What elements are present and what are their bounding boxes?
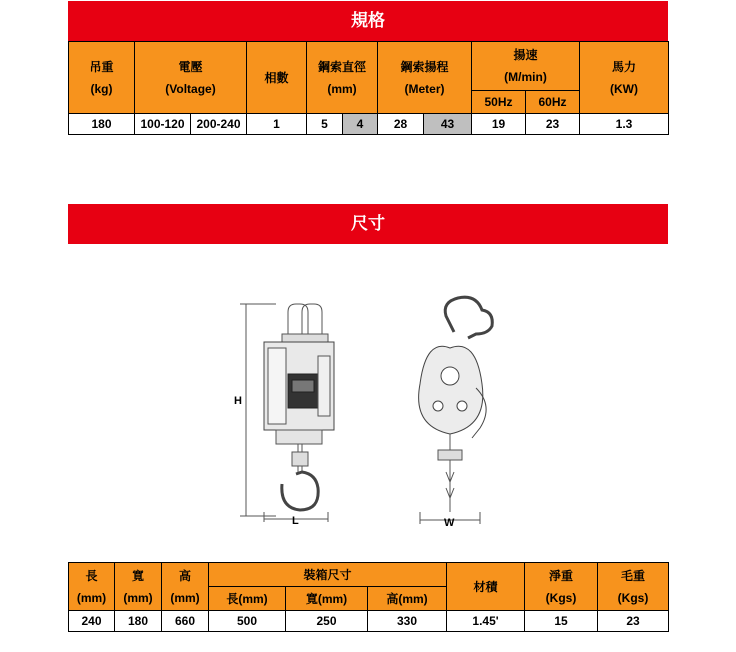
header-load [69,42,135,114]
packing-table [68,562,669,632]
header-phase-label: 相數 [264,70,289,85]
header-load-unit: (kg) [90,81,113,96]
header-phase [247,42,307,114]
header-box-length: 長(mm) [209,587,286,611]
hoist-drawing-svg [176,276,544,540]
header-net-weight [525,563,598,611]
header-speed-label: 揚速 [513,48,538,62]
cell-load: 180 [69,114,135,135]
cell-power: 1.3 [580,114,669,135]
cell-voltage-a: 100-120 [135,114,191,135]
header-width [115,563,162,611]
cell-width: 180 [115,611,162,632]
header-gross-weight [598,563,669,611]
header-rope-diameter [307,42,378,114]
cell-box-height: 330 [368,611,447,632]
cell-speed-50hz: 19 [472,114,526,135]
header-length [69,563,115,611]
cell-volume: 1.45' [447,611,525,632]
header-rope-length-unit: (Meter) [404,81,445,96]
cell-voltage-b: 200-240 [191,114,247,135]
header-voltage-label: 電壓 [178,59,203,74]
header-height-unit: (mm) [170,590,200,605]
header-speed-unit: (M/min) [504,70,547,84]
cell-box-width: 250 [286,611,368,632]
spec-table [68,41,669,135]
header-net-weight-unit: (Kgs) [545,590,577,605]
cell-net-weight: 15 [525,611,598,632]
header-box-size: 裝箱尺寸 [209,563,447,587]
cell-height: 660 [162,611,209,632]
header-gross-weight-unit: (Kgs) [617,590,649,605]
header-power-unit: (KW) [610,81,638,96]
header-60hz: 60Hz [526,91,580,114]
header-length-label: 長 [85,568,98,583]
cell-gross-weight: 23 [598,611,669,632]
header-net-weight-label: 淨重 [548,568,573,583]
spec-title-banner [68,1,668,41]
spec-title: 規格 [351,11,385,30]
hoist-dimension-drawing [176,276,544,540]
dimension-label-width: W [444,517,455,529]
header-width-unit: (mm) [123,590,153,605]
dimensions-title-banner [68,204,668,244]
header-rope-length-label: 鋼索揚程 [400,59,449,74]
header-load-label: 吊重 [89,59,114,74]
cell-speed-60hz: 23 [526,114,580,135]
cell-rope-diameter-b: 4 [343,114,378,135]
header-box-height: 高(mm) [368,587,447,611]
header-rope-diameter-label: 鋼索直徑 [317,59,366,74]
header-height [162,563,209,611]
header-volume: 材積 [447,563,525,611]
header-speed [472,42,580,91]
dimensions-title: 尺寸 [351,214,385,233]
header-box-width: 寬(mm) [286,587,368,611]
header-power [580,42,669,114]
header-width-label: 寬 [131,568,144,583]
cell-rope-length-b: 43 [424,114,472,135]
header-voltage-unit: (Voltage) [165,81,216,96]
dimension-label-height: H [234,395,242,407]
header-height-label: 高 [178,568,191,583]
header-rope-diameter-unit: (mm) [327,81,357,96]
header-50hz: 50Hz [472,91,526,114]
packing-row [69,611,669,632]
header-gross-weight-label: 毛重 [620,568,645,583]
cell-length: 240 [69,611,115,632]
dimension-label-length: L [292,515,299,527]
cell-phase: 1 [247,114,307,135]
spec-row [69,114,669,135]
header-length-unit: (mm) [76,590,107,605]
header-power-label: 馬力 [611,59,636,74]
cell-rope-diameter-a: 5 [307,114,343,135]
header-rope-length [378,42,472,114]
header-voltage [135,42,247,114]
cell-box-length: 500 [209,611,286,632]
cell-rope-length-a: 28 [378,114,424,135]
